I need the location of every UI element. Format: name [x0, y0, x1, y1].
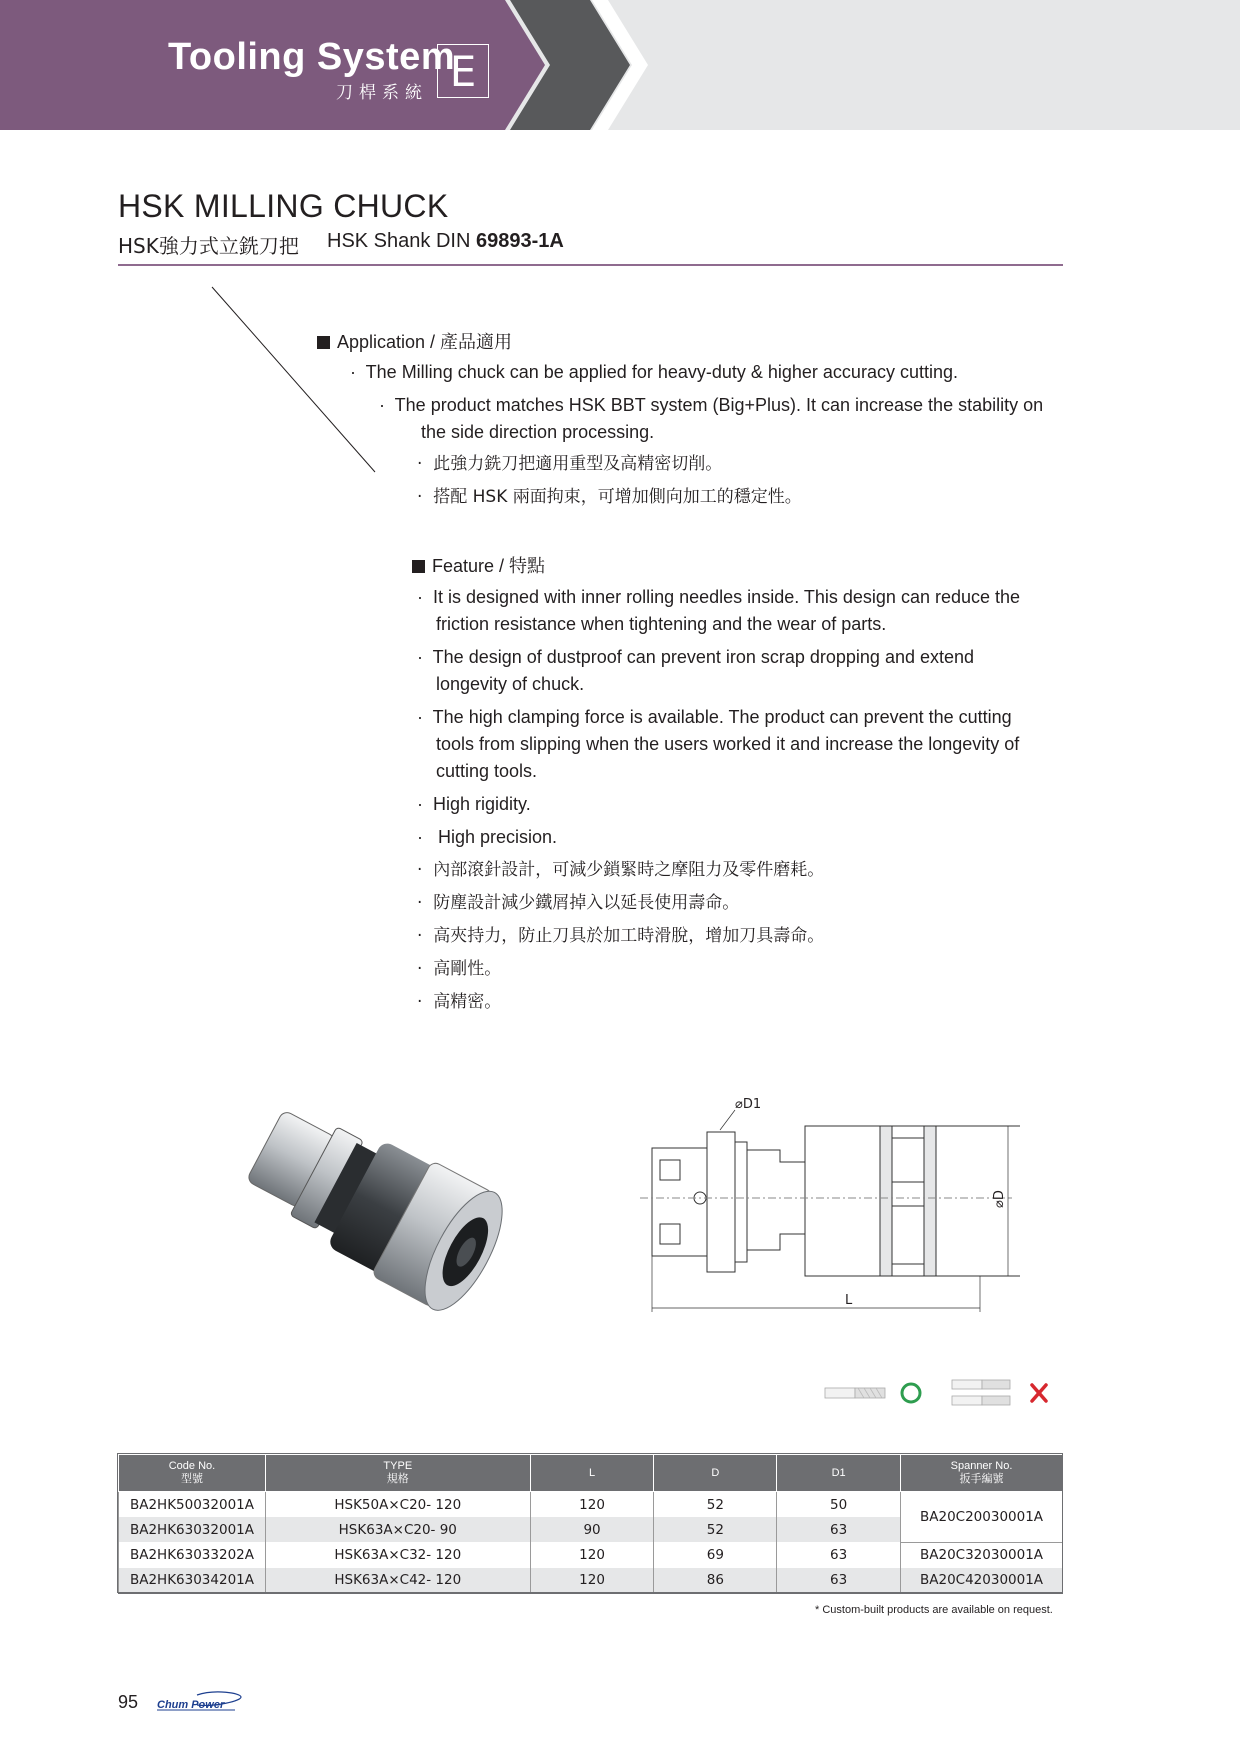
feature-item-cont: tools from slipping when the users worked it and increase the longevity of [436, 734, 1020, 754]
cell-code: BA2HK63032001A [119, 1517, 266, 1542]
feature-item-zh: · 高精密。 [417, 992, 502, 1012]
feature-item-zh: · 高剛性。 [417, 959, 502, 979]
product-subtitle-zh: HSK強力式立銑刀把 [118, 234, 299, 258]
square-bullet-icon [412, 560, 425, 573]
table-row [119, 1568, 1063, 1594]
section-letter-badge: E [437, 44, 489, 98]
application-item: · The Milling chuck can be applied for heavy-duty & higher accuracy cutting. [350, 362, 958, 382]
shank-label: HSK Shank DIN [327, 230, 476, 252]
cell-type: HSK63A×C20- 90 [265, 1517, 530, 1542]
endmill-shank-icon [825, 1388, 885, 1398]
straight-shank-tools-icon [952, 1380, 1010, 1405]
feature-item-zh: · 內部滾針設計，可減少鎖緊時之摩阻力及零件磨耗。 [417, 860, 825, 880]
cell-d1: 63 [777, 1542, 901, 1568]
product-title: HSK MILLING CHUCK [118, 188, 449, 224]
application-item-zh: · 搭配 HSK 兩面拘束，可增加側向加工的穩定性。 [417, 487, 802, 507]
header-subtitle: 刀桿系統 [336, 83, 428, 103]
din-standard: 69893-1A [475, 230, 564, 252]
feature-item: · The high clamping force is available. The product can prevent the cutting [417, 707, 1012, 727]
cell-l: 120 [530, 1492, 654, 1518]
header-spanner-no: Spanner No. 扳手編號 [901, 1455, 1063, 1492]
feature-item: · High precision. [417, 827, 558, 847]
header-d1: D1 [777, 1455, 901, 1492]
feature-item: · High rigidity. [417, 794, 531, 814]
cell-l: 120 [530, 1568, 654, 1594]
feature-item: · It is designed with inner rolling needles inside. This design can reduce the [417, 587, 1021, 607]
feature-item-zh: · 防塵設計減少鐵屑掉入以延長使用壽命。 [417, 893, 740, 913]
feature-heading: Feature / 特點 [412, 552, 545, 578]
cell-d: 69 [654, 1542, 777, 1568]
header-d: D [654, 1455, 777, 1492]
svg-text:Chum Power: Chum Power [157, 1699, 225, 1711]
table-header-row [119, 1455, 1063, 1492]
cell-d: 52 [654, 1492, 777, 1518]
cell-d: 86 [654, 1568, 777, 1594]
ok-circle-icon [902, 1384, 920, 1402]
header-code-no: Code No. 型號 [119, 1455, 266, 1492]
cell-d1: 63 [777, 1517, 901, 1542]
header-l: L [530, 1455, 654, 1492]
cell-l: 120 [530, 1542, 654, 1568]
cell-spanner: BA20C20030001A [901, 1492, 1063, 1543]
cell-d: 52 [654, 1517, 777, 1542]
l-dimension-label: L [845, 1293, 853, 1308]
feature-item-cont: cutting tools. [436, 761, 538, 781]
chum-power-logo [155, 1691, 245, 1715]
cell-code: BA2HK63033202A [119, 1542, 266, 1568]
cell-d1: 50 [777, 1492, 901, 1518]
feature-item-cont: longevity of chuck. [436, 674, 585, 694]
cell-type: HSK63A×C42- 120 [265, 1568, 530, 1594]
cell-spanner: BA20C32030001A [901, 1542, 1063, 1568]
cell-d1: 63 [777, 1568, 901, 1594]
d-dimension-label: ⌀D [992, 1190, 1007, 1208]
cell-spanner: BA20C42030001A [901, 1568, 1063, 1594]
product-subtitle-en [327, 230, 564, 253]
cell-code: BA2HK63034201A [119, 1568, 266, 1594]
ng-cross-icon [1032, 1385, 1046, 1401]
d1-dimension-label: ⌀D1 [735, 1097, 762, 1112]
application-item: · The product matches HSK BBT system (Big+Plus). It can increase the stability on [379, 395, 1044, 415]
spec-table [118, 1454, 1063, 1594]
cell-type: HSK63A×C32- 120 [265, 1542, 530, 1568]
custom-note: * Custom-built products are available on request. [815, 1604, 1053, 1616]
application-heading: Application / 產品適用 [317, 328, 512, 354]
header-title: Tooling System [168, 36, 456, 78]
cell-type: HSK50A×C20- 120 [265, 1492, 530, 1518]
cell-l: 90 [530, 1517, 654, 1542]
square-bullet-icon [317, 336, 330, 349]
page-number: 95 [118, 1692, 139, 1712]
feature-item-cont: friction resistance when tightening and the wear of parts. [436, 614, 887, 634]
table-row [119, 1542, 1063, 1568]
technical-drawing [640, 1090, 1020, 1320]
table-row [119, 1492, 1063, 1518]
title-divider [118, 264, 1063, 266]
header-type: TYPE 規格 [265, 1455, 530, 1492]
feature-item: · The design of dustproof can prevent iron scrap dropping and extend [417, 647, 975, 667]
cell-code: BA2HK50032001A [119, 1492, 266, 1518]
application-item-zh: · 此強力銑刀把適用重型及高精密切削。 [417, 454, 723, 474]
feature-item-zh: · 高夾持力，防止刀具於加工時滑脫，增加刀具壽命。 [417, 926, 825, 946]
usage-icons [820, 1376, 1060, 1412]
product-photo [225, 1085, 525, 1345]
application-item-cont: the side direction processing. [421, 422, 655, 442]
